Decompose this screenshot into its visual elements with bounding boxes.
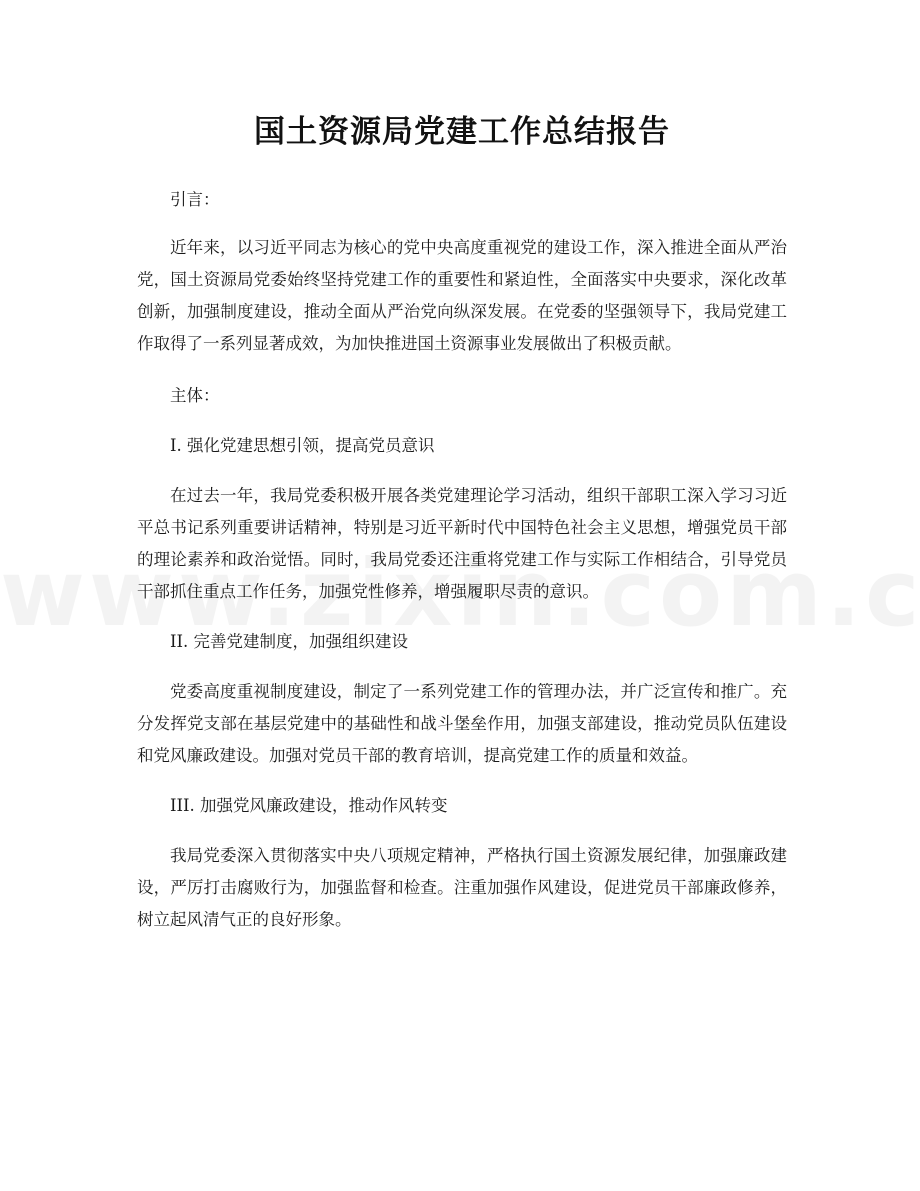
intro-label: 引言：: [170, 190, 220, 209]
document-title: 国土资源局党建工作总结报告: [254, 114, 670, 150]
section-heading-3: III. 加强党风廉政建设，推动作风转变: [170, 796, 448, 815]
intro-paragraph: 近年来，以习近平同志为核心的党中央高度重视党的建设工作，深入推进全面从严治党，国土资源局党委始终坚持党建工作的重要性和紧迫性，全面落实中央要求，深化改革创新，加强制度建设，推动全面从严治党向纵深发展。在党委的坚强领导下，我局党建工作取得了一系列显著成效，为加快推进国土资源事业发展做出了积极贡献。: [137, 238, 787, 353]
section-heading-2: II. 完善党建制度，加强组织建设: [170, 632, 409, 651]
section-paragraph-3: 我局党委深入贯彻落实中央八项规定精神，严格执行国土资源发展纪律，加强廉政建设，严厉打击腐败行为，加强监督和检查。注重加强作风建设，促进党员干部廉政修养，树立起风清气正的良好形象。: [137, 846, 787, 929]
section-paragraph-2: 党委高度重视制度建设，制定了一系列党建工作的管理办法，并广泛宣传和推广。充分发挥党支部在基层党建中的基础性和战斗堡垒作用，加强支部建设，推动党员队伍建设和党风廉政建设。加强对党员干部的教育培训，提高党建工作的质量和效益。: [137, 682, 787, 765]
document-page: [137, 0, 787, 936]
body-label: 主体：: [170, 386, 220, 405]
section-heading-1: I. 强化党建思想引领，提高党员意识: [170, 436, 435, 455]
section-paragraph-1: 在过去一年，我局党委积极开展各类党建理论学习活动，组织干部职工深入学习习近平总书记系列重要讲话精神，特别是习近平新时代中国特色社会主义思想，增强党员干部的理论素养和政治觉悟。同时，我局党委还注重将党建工作与实际工作相结合，引导党员干部抓住重点工作任务，加强党性修养，增强履职尽责的意识。: [137, 486, 787, 601]
